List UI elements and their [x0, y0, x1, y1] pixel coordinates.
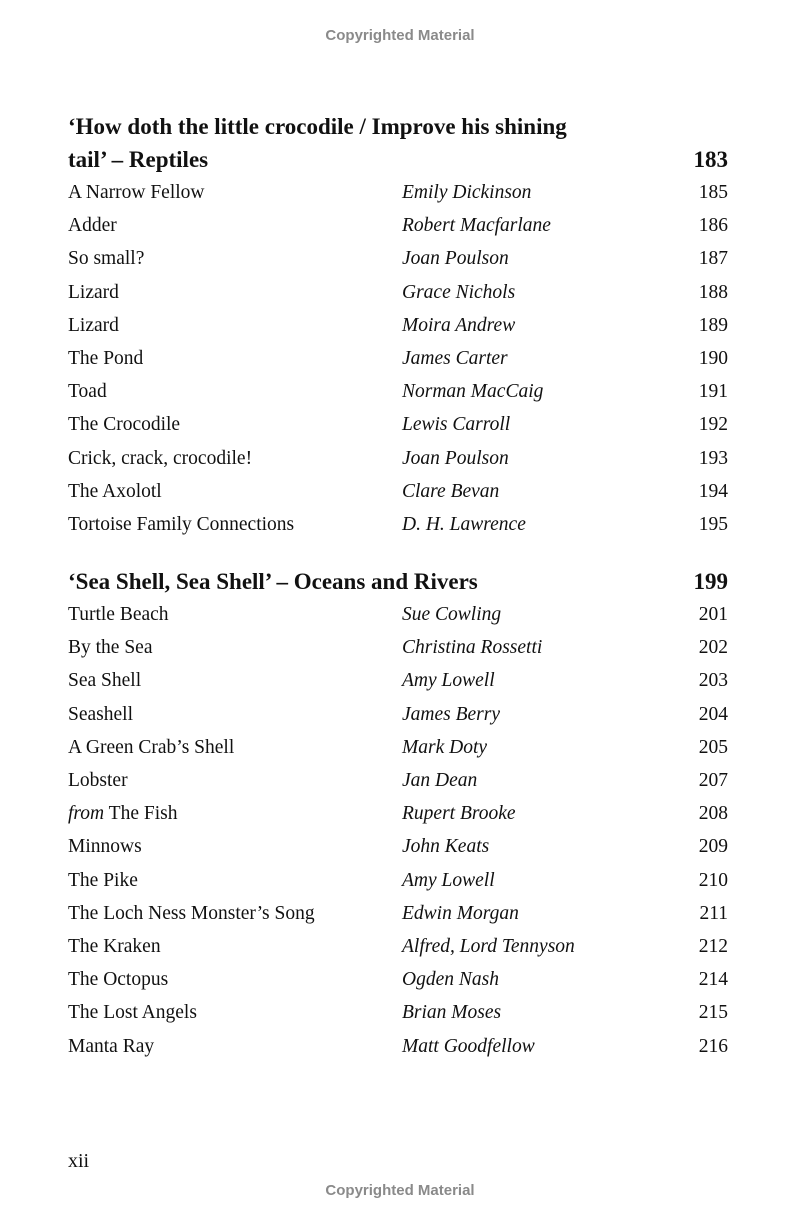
poem-title [68, 864, 402, 897]
toc-entry [68, 1030, 728, 1063]
poet-name: Amy Lowell [402, 869, 495, 891]
entry-page-number: 190 [698, 347, 728, 369]
poem-title [68, 631, 402, 664]
poem-title-text: The Axolotl [68, 480, 162, 502]
poem-title-text: Lizard [68, 314, 119, 336]
poet-name: Sue Cowling [402, 604, 502, 626]
section-title: ‘Sea Shell, Sea Shell’ – Oceans and Rivers [68, 569, 478, 595]
poem-title [68, 1030, 402, 1063]
entry-page-number: 208 [698, 803, 728, 825]
poem-title-text: Tortoise Family Connections [68, 513, 295, 535]
poem-title [68, 408, 402, 441]
poem-title-text: Adder [68, 215, 117, 237]
poet-name: D. H. Lawrence [402, 513, 526, 535]
poem-title-text: The Pike [68, 869, 138, 891]
poem-title [68, 375, 402, 408]
toc-entry [68, 475, 728, 508]
toc-entry [68, 830, 728, 863]
poem-title [68, 930, 402, 963]
poem-title [68, 598, 402, 631]
section-heading [68, 110, 728, 176]
poem-title [68, 830, 402, 863]
toc-entry [68, 176, 728, 209]
poet-name: Joan Poulson [402, 447, 509, 469]
toc-entry [68, 375, 728, 408]
poet-name: Mark Doty [402, 736, 488, 758]
poem-title [68, 209, 402, 242]
poet-name: Christina Rossetti [402, 637, 543, 659]
poem-title [68, 996, 402, 1029]
poem-title-text: The Kraken [68, 935, 161, 957]
poem-title [68, 664, 402, 697]
toc-entry [68, 209, 728, 242]
poem-title [68, 276, 402, 309]
entry-page-number: 212 [698, 935, 728, 957]
entry-page-number: 188 [698, 281, 728, 303]
poem-title [68, 442, 402, 475]
entry-page-number: 209 [698, 836, 728, 858]
poem-title-text: The Loch Ness Monster’s Song [68, 902, 315, 924]
poem-title [68, 897, 402, 930]
entry-page-number: 214 [698, 969, 728, 991]
poet-name: Lewis Carroll [402, 414, 511, 436]
entry-page-number: 192 [698, 414, 728, 436]
entry-page-number: 191 [698, 381, 728, 403]
poem-title-text: A Green Crab’s Shell [68, 736, 235, 758]
entry-page-number: 201 [698, 604, 728, 626]
table-of-contents [68, 110, 728, 1063]
poem-title-text: The Octopus [68, 969, 169, 991]
poem-title-text: Manta Ray [68, 1035, 155, 1057]
poem-title [68, 176, 402, 209]
poem-title-text: Lobster [68, 770, 128, 791]
toc-entry [68, 309, 728, 342]
poem-title-text: The Fish [108, 803, 178, 825]
toc-entry [68, 963, 728, 996]
toc-entry [68, 664, 728, 697]
poem-title [68, 963, 402, 996]
entry-page-number: 205 [698, 736, 728, 758]
toc-entry [68, 996, 728, 1029]
entry-page-number: 207 [698, 770, 728, 791]
entry-page-number: 202 [698, 637, 728, 659]
poem-title-text: Sea Shell [68, 670, 142, 692]
poet-name: Joan Poulson [402, 248, 509, 270]
poem-title-text: Seashell [68, 703, 133, 725]
section-title: ‘How doth the little crocodile / Improve his shining tail’ – Reptiles [68, 114, 567, 172]
toc-entry [68, 864, 728, 897]
toc-entry [68, 408, 728, 441]
poem-title [68, 475, 402, 508]
poem-title-text: Turtle Beach [68, 604, 169, 626]
poet-name: Brian Moses [402, 1002, 502, 1024]
poet-name: Grace Nichols [402, 281, 516, 303]
entry-page-number: 210 [698, 869, 728, 891]
toc-entry [68, 731, 728, 764]
poem-title [68, 342, 402, 375]
poem-title-text: The Pond [68, 347, 144, 369]
entry-page-number: 187 [698, 248, 728, 270]
copyright-watermark-bottom: Copyrighted Material [325, 1182, 475, 1199]
toc-entry [68, 897, 728, 930]
entry-page-number: 204 [698, 703, 728, 725]
toc-entry [68, 508, 728, 541]
entry-page-number: 203 [698, 670, 728, 692]
toc-entry [68, 442, 728, 475]
toc-entry [68, 698, 728, 731]
section-heading [68, 565, 728, 598]
poem-title [68, 242, 402, 275]
poem-title-text: Toad [68, 381, 107, 403]
poet-name: Emily Dickinson [402, 182, 532, 203]
poem-title [68, 698, 402, 731]
title-prefix: from [68, 803, 105, 825]
poet-name: Ogden Nash [402, 969, 499, 991]
poet-name: Edwin Morgan [402, 902, 519, 924]
poem-title [68, 309, 402, 342]
poem-title-text: The Lost Angels [68, 1002, 197, 1024]
page-number: xii [68, 1150, 90, 1172]
entry-page-number: 216 [698, 1035, 728, 1057]
poem-title-text: Lizard [68, 281, 119, 303]
poet-name: James Carter [402, 347, 508, 369]
toc-entry [68, 797, 728, 830]
poem-title-text: So small? [68, 248, 145, 270]
poem-title [68, 731, 402, 764]
section-page-number: 199 [693, 569, 728, 595]
entry-page-number: 189 [698, 314, 728, 336]
poet-name: Robert Macfarlane [402, 215, 551, 237]
poem-title-text: Crick, crack, crocodile! [68, 447, 253, 469]
poet-name: Norman MacCaig [402, 381, 544, 403]
poet-name: Clare Bevan [402, 480, 500, 502]
toc-entry [68, 276, 728, 309]
poet-name: John Keats [402, 836, 490, 858]
toc-entry [68, 764, 728, 797]
entry-page-number: 193 [698, 447, 728, 469]
entry-page-number: 186 [698, 215, 728, 237]
entry-page-number: 185 [698, 182, 728, 203]
entry-page-number: 215 [698, 1002, 728, 1024]
toc-entry [68, 242, 728, 275]
entry-page-number: 194 [698, 480, 728, 502]
poet-name: Rupert Brooke [402, 803, 516, 825]
poet-name: Jan Dean [402, 770, 478, 791]
poet-name: Moira Andrew [402, 314, 516, 336]
copyright-watermark-top: Copyrighted Material [325, 27, 475, 44]
poem-title-text: By the Sea [68, 637, 153, 659]
toc-entry [68, 930, 728, 963]
section-page-number: 183 [693, 147, 728, 172]
poet-name: James Berry [402, 703, 501, 725]
poet-name: Matt Goodfellow [402, 1035, 535, 1057]
poet-name: Amy Lowell [402, 670, 495, 692]
poet-name: Alfred, Lord Tennyson [402, 935, 575, 957]
poem-title [68, 508, 402, 541]
poem-title [68, 797, 402, 830]
poem-title-text: A Narrow Fellow [68, 182, 205, 203]
toc-entry [68, 631, 728, 664]
poem-title [68, 764, 402, 797]
entry-page-number: 195 [698, 513, 728, 535]
toc-entry [68, 598, 728, 631]
poem-title-text: Minnows [68, 836, 142, 858]
poem-title-text: The Crocodile [68, 414, 181, 436]
toc-entry [68, 342, 728, 375]
entry-page-number: 211 [699, 902, 728, 924]
